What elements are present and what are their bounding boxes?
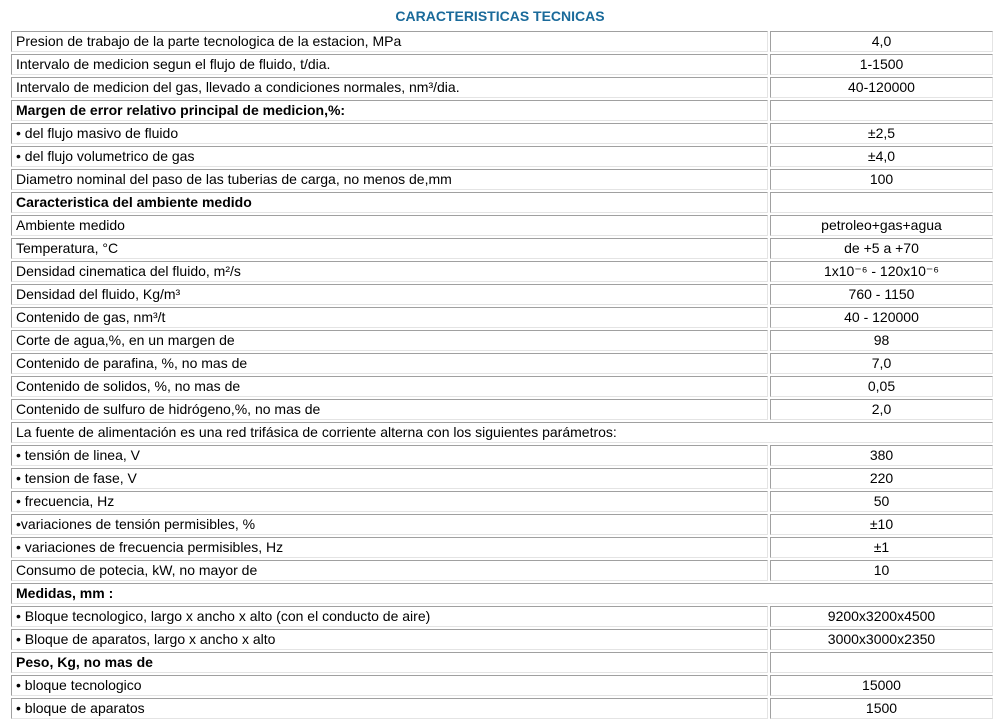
table-row [11,537,993,558]
row-value: de +5 a +70 [770,238,993,259]
table-row [11,169,993,190]
row-value: 100 [770,169,993,190]
row-label: Contenido de sulfuro de hidrógeno,%, no mas de [11,399,768,420]
row-label: Intervalo de medicion segun el flujo de fluido, t/dia. [11,54,768,75]
table-row [11,376,993,397]
row-value: 380 [770,445,993,466]
row-value: 1-1500 [770,54,993,75]
row-label: Contenido de gas, nm³/t [11,307,768,328]
table-row [11,422,993,443]
row-value: 9200x3200x4500 [770,606,993,627]
row-label: • Bloque tecnologico, largo x ancho x alto (con el conducto de aire) [11,606,768,627]
table-row [11,560,993,581]
row-label: Contenido de solidos, %, no mas de [11,376,768,397]
table-row [11,307,993,328]
table-row [11,215,993,236]
row-label: • bloque tecnologico [11,675,768,696]
row-value: 1500 [770,698,993,719]
row-label: • variaciones de frecuencia permisibles, Hz [11,537,768,558]
table-row [11,514,993,535]
row-value: 760 - 1150 [770,284,993,305]
row-value: 40-120000 [770,77,993,98]
row-label: Consumo de potecia, kW, no mayor de [11,560,768,581]
table-row [11,284,993,305]
section-header-row [11,100,993,121]
table-row [11,77,993,98]
row-value [770,652,993,673]
row-label: Corte de agua,%, en un margen de [11,330,768,351]
row-label: Densidad del fluido, Kg/m³ [11,284,768,305]
row-value: 10 [770,560,993,581]
row-label: • del flujo volumetrico de gas [11,146,768,167]
table-row [11,54,993,75]
row-label: • frecuencia, Hz [11,491,768,512]
row-label: •variaciones de tensión permisibles, % [11,514,768,535]
row-value: 220 [770,468,993,489]
row-label: Margen de error relativo principal de medicion,%: [11,100,768,121]
row-label: • bloque de aparatos [11,698,768,719]
row-label: La fuente de alimentación es una red trifásica de corriente alterna con los siguientes parámetros: [11,422,993,443]
table-row [11,353,993,374]
row-label: Medidas, mm : [11,583,993,604]
table-row [11,261,993,282]
table-row [11,629,993,650]
row-value: 98 [770,330,993,351]
row-value: 4,0 [770,31,993,52]
table-row [11,468,993,489]
table-row [11,399,993,420]
row-label: Temperatura, °C [11,238,768,259]
table-row [11,123,993,144]
row-value: 1x10⁻⁶ - 120x10⁻⁶ [770,261,993,282]
table-row [11,675,993,696]
section-header-row [11,192,993,213]
row-label: • del flujo masivo de fluido [11,123,768,144]
table-row [11,238,993,259]
table-row [11,445,993,466]
row-label: Intervalo de medicion del gas, llevado a condiciones normales, nm³/dia. [11,77,768,98]
row-value: ±10 [770,514,993,535]
row-value: 40 - 120000 [770,307,993,328]
row-label: • Bloque de aparatos, largo x ancho x alto [11,629,768,650]
table-row [11,491,993,512]
specs-table-body [11,31,993,719]
section-header-row [11,583,993,604]
table-row [11,606,993,627]
row-label: Contenido de parafina, %, no mas de [11,353,768,374]
row-value: 50 [770,491,993,512]
row-value: 0,05 [770,376,993,397]
row-label: Ambiente medido [11,215,768,236]
row-label: Diametro nominal del paso de las tuberias de carga, no menos de,mm [11,169,768,190]
row-value: 2,0 [770,399,993,420]
row-value: ±2,5 [770,123,993,144]
row-value: ±4,0 [770,146,993,167]
row-value: ±1 [770,537,993,558]
row-value: 7,0 [770,353,993,374]
section-header-row [11,652,993,673]
row-value [770,100,993,121]
row-label: Densidad cinematica del fluido, m²/s [11,261,768,282]
row-label: Peso, Kg, no mas de [11,652,768,673]
specs-table [9,29,995,721]
table-row [11,330,993,351]
row-value: petroleo+gas+agua [770,215,993,236]
row-label: Presion de trabajo de la parte tecnologica de la estacion, MPa [11,31,768,52]
row-label: Caracteristica del ambiente medido [11,192,768,213]
row-label: • tension de fase, V [11,468,768,489]
table-row [11,698,993,719]
row-label: • tensión de linea, V [11,445,768,466]
row-value [770,192,993,213]
row-value: 3000x3000x2350 [770,629,993,650]
page-title: CARACTERISTICAS TECNICAS [395,8,605,24]
row-value: 15000 [770,675,993,696]
table-row [11,31,993,52]
table-row [11,146,993,167]
